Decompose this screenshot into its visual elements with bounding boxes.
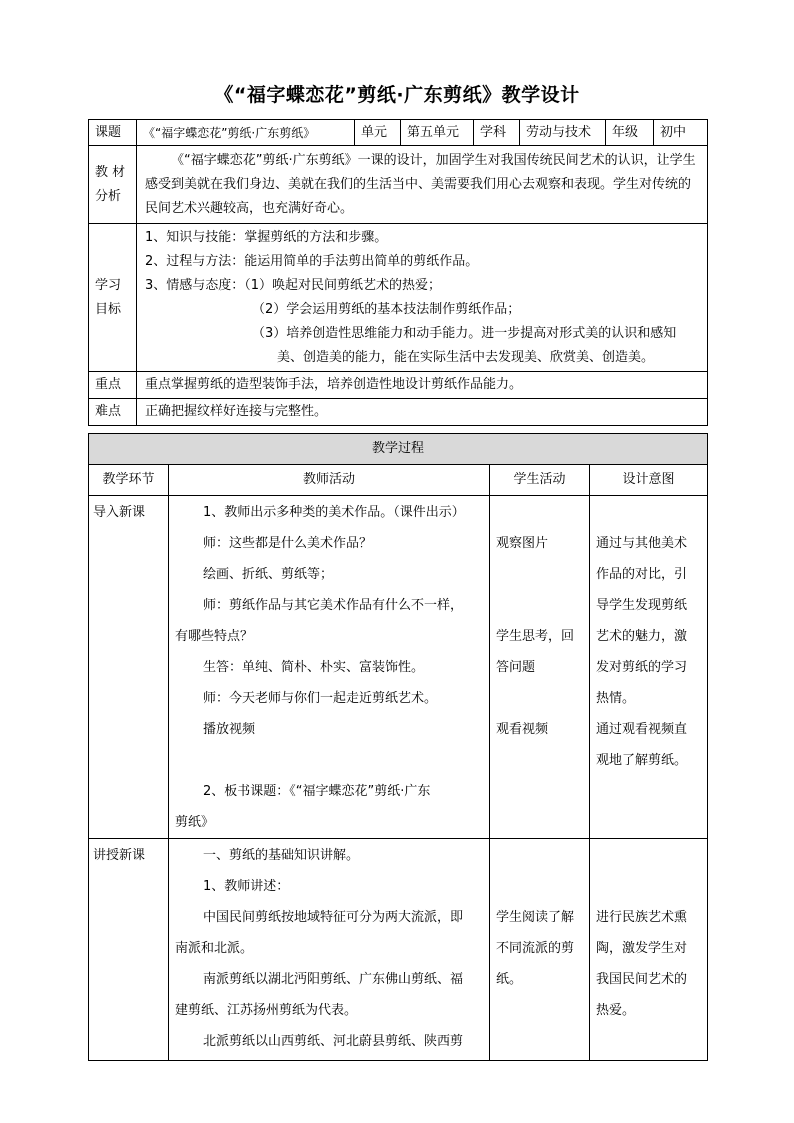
intent-line: 进行民族艺术熏 <box>596 910 688 925</box>
teacher-line: 中国民间剪纸按地域特征可分为两大流派，即 <box>203 910 464 925</box>
unit-value: 第五单元 <box>401 120 474 146</box>
student-line: 学生思考，回 <box>496 629 575 644</box>
teacher-line: 师：剪纸作品与其它美术作品有什么不一样， <box>203 598 464 613</box>
goal-line: 1、知识与技能：掌握剪纸的方法和步骤。 <box>145 230 388 245</box>
document-title: 《“福字蝶恋花”剪纸·广东剪纸》教学设计 <box>214 84 580 106</box>
goals-label <box>89 224 137 372</box>
difficulty-text: 正确把握纹样好连接与完整性。 <box>137 399 708 426</box>
teacher-line: 绘画、折纸、剪纸等； <box>203 567 334 582</box>
teaching-process-table <box>88 433 708 1061</box>
intent-line: 通过与其他美术 <box>596 536 688 551</box>
grade-value: 初中 <box>654 120 708 146</box>
difficulty-label: 难点 <box>89 399 137 426</box>
intent-cell <box>590 496 708 839</box>
student-line <box>496 590 589 621</box>
teacher-cell <box>169 496 490 839</box>
col-teacher-header: 教师活动 <box>169 465 490 496</box>
teacher-line: 剪纸》 <box>175 815 215 830</box>
teacher-line: 师：这些都是什么美术作品？ <box>203 536 373 551</box>
analysis-label <box>89 146 137 224</box>
col-student-header: 学生活动 <box>490 465 590 496</box>
lesson-info-table <box>88 119 708 426</box>
student-line: 观看视频 <box>496 722 549 737</box>
stage-cell <box>89 839 169 1061</box>
intent-line: 热爱。 <box>596 1003 636 1018</box>
intent-line: 发对剪纸的学习 <box>596 660 688 675</box>
teacher-line: 生答：单纯、简朴、朴实、富装饰性。 <box>203 660 425 675</box>
col-intent-header: 设计意图 <box>590 465 708 496</box>
intent-line: 通过观看视频直 <box>596 722 688 737</box>
teacher-line: 2、板书课题：《“福字蝶恋花”剪纸·广东 <box>203 784 431 799</box>
topic-value: 《“福字蝶恋花”剪纸·广东剪纸》 <box>137 120 355 146</box>
topic-label: 课题 <box>89 120 137 146</box>
intent-line: 热情。 <box>596 691 636 706</box>
teacher-line: 1、教师讲述： <box>203 879 290 894</box>
teacher-line: 有哪些特点？ <box>175 629 254 644</box>
unit-label: 单元 <box>355 120 401 146</box>
goal-line: （3）培养创造性思维能力和动手能力。进一步提高对形式美的认识和感知 <box>252 326 677 341</box>
analysis-label-line-2: 分析 <box>95 188 122 204</box>
student-line <box>496 683 589 714</box>
student-line: 纸。 <box>496 972 523 987</box>
intent-line: 导学生发现剪纸 <box>596 598 688 613</box>
student-cell <box>490 839 590 1061</box>
goal-line: 2、过程与方法：能运用简单的手法剪出简单的剪纸作品。 <box>145 254 479 269</box>
process-header: 教学过程 <box>89 434 708 465</box>
teacher-line: 1、教师出示多种类的美术作品。（课件出示） <box>203 505 465 520</box>
student-line <box>496 559 589 590</box>
student-cell <box>490 496 590 839</box>
key-label: 重点 <box>89 372 137 399</box>
student-line: 学生阅读了解 <box>496 910 575 925</box>
intent-line <box>596 871 707 902</box>
intent-line: 陶，激发学生对 <box>596 941 688 956</box>
key-text: 重点掌握剪纸的造型装饰手法，培养创造性地设计剪纸作品能力。 <box>137 372 708 399</box>
analysis-label-line-1: 教 材 <box>95 164 126 180</box>
student-line: 观察图片 <box>496 536 549 551</box>
intent-line: 观地了解剪纸。 <box>596 753 688 768</box>
student-line <box>496 840 589 871</box>
intent-line: 艺术的魅力，激 <box>596 629 688 644</box>
stage-cell <box>89 496 169 839</box>
stage-label: 导入新课 <box>93 505 146 520</box>
teacher-line: 建剪纸、江苏扬州剪纸为代表。 <box>175 1003 358 1018</box>
goal-line: （2）学会运用剪纸的基本技法制作剪纸作品； <box>252 302 521 317</box>
goals-label-line-1: 学习 <box>95 277 122 293</box>
grade-label: 年级 <box>606 120 654 146</box>
teacher-line: 北派剪纸以山西剪纸、河北蔚县剪纸、陕西剪 <box>203 1034 464 1049</box>
stage-label: 讲授新课 <box>93 848 146 863</box>
goal-line: 3、情感与态度：（1）唤起对民间剪纸艺术的热爱； <box>145 278 442 293</box>
col-stage-header: 教学环节 <box>89 465 169 496</box>
intent-line: 作品的对比，引 <box>596 567 688 582</box>
teacher-line: 南派和北派。 <box>175 941 254 956</box>
student-line <box>496 497 589 528</box>
teacher-line: 南派剪纸以湖北沔阳剪纸、广东佛山剪纸、福 <box>203 972 464 987</box>
teacher-cell <box>169 839 490 1061</box>
intent-cell <box>590 839 708 1061</box>
intent-line: 我国民间艺术的 <box>596 972 688 987</box>
goals-cell <box>137 224 708 372</box>
intent-line <box>596 840 707 871</box>
teacher-line: 播放视频 <box>203 722 256 737</box>
teacher-line: 师：今天老师与你们一起走近剪纸艺术。 <box>203 691 438 706</box>
teacher-line <box>175 745 489 776</box>
student-line: 不同流派的剪 <box>496 941 575 956</box>
goals-label-line-2: 目标 <box>95 301 122 317</box>
goal-line: 美、创造美的能力，能在实际生活中去发现美、欣赏美、创造美。 <box>277 350 655 365</box>
student-line <box>496 871 589 902</box>
subject-value: 劳动与技术 <box>520 120 606 146</box>
intent-line <box>596 497 707 528</box>
student-line: 答问题 <box>496 660 536 675</box>
subject-label: 学科 <box>474 120 520 146</box>
teacher-line: 一、剪纸的基础知识讲解。 <box>203 848 360 863</box>
analysis-text: 《“福字蝶恋花”剪纸·广东剪纸》一课的设计，加固学生对我国传统民间艺术的认识，让学生感受到美就在我们身边、美就在我们的生活当中、美需要我们用心去观察和表现。学生对传统的民间艺术兴趣较高，也充满好奇心。 <box>137 146 708 224</box>
